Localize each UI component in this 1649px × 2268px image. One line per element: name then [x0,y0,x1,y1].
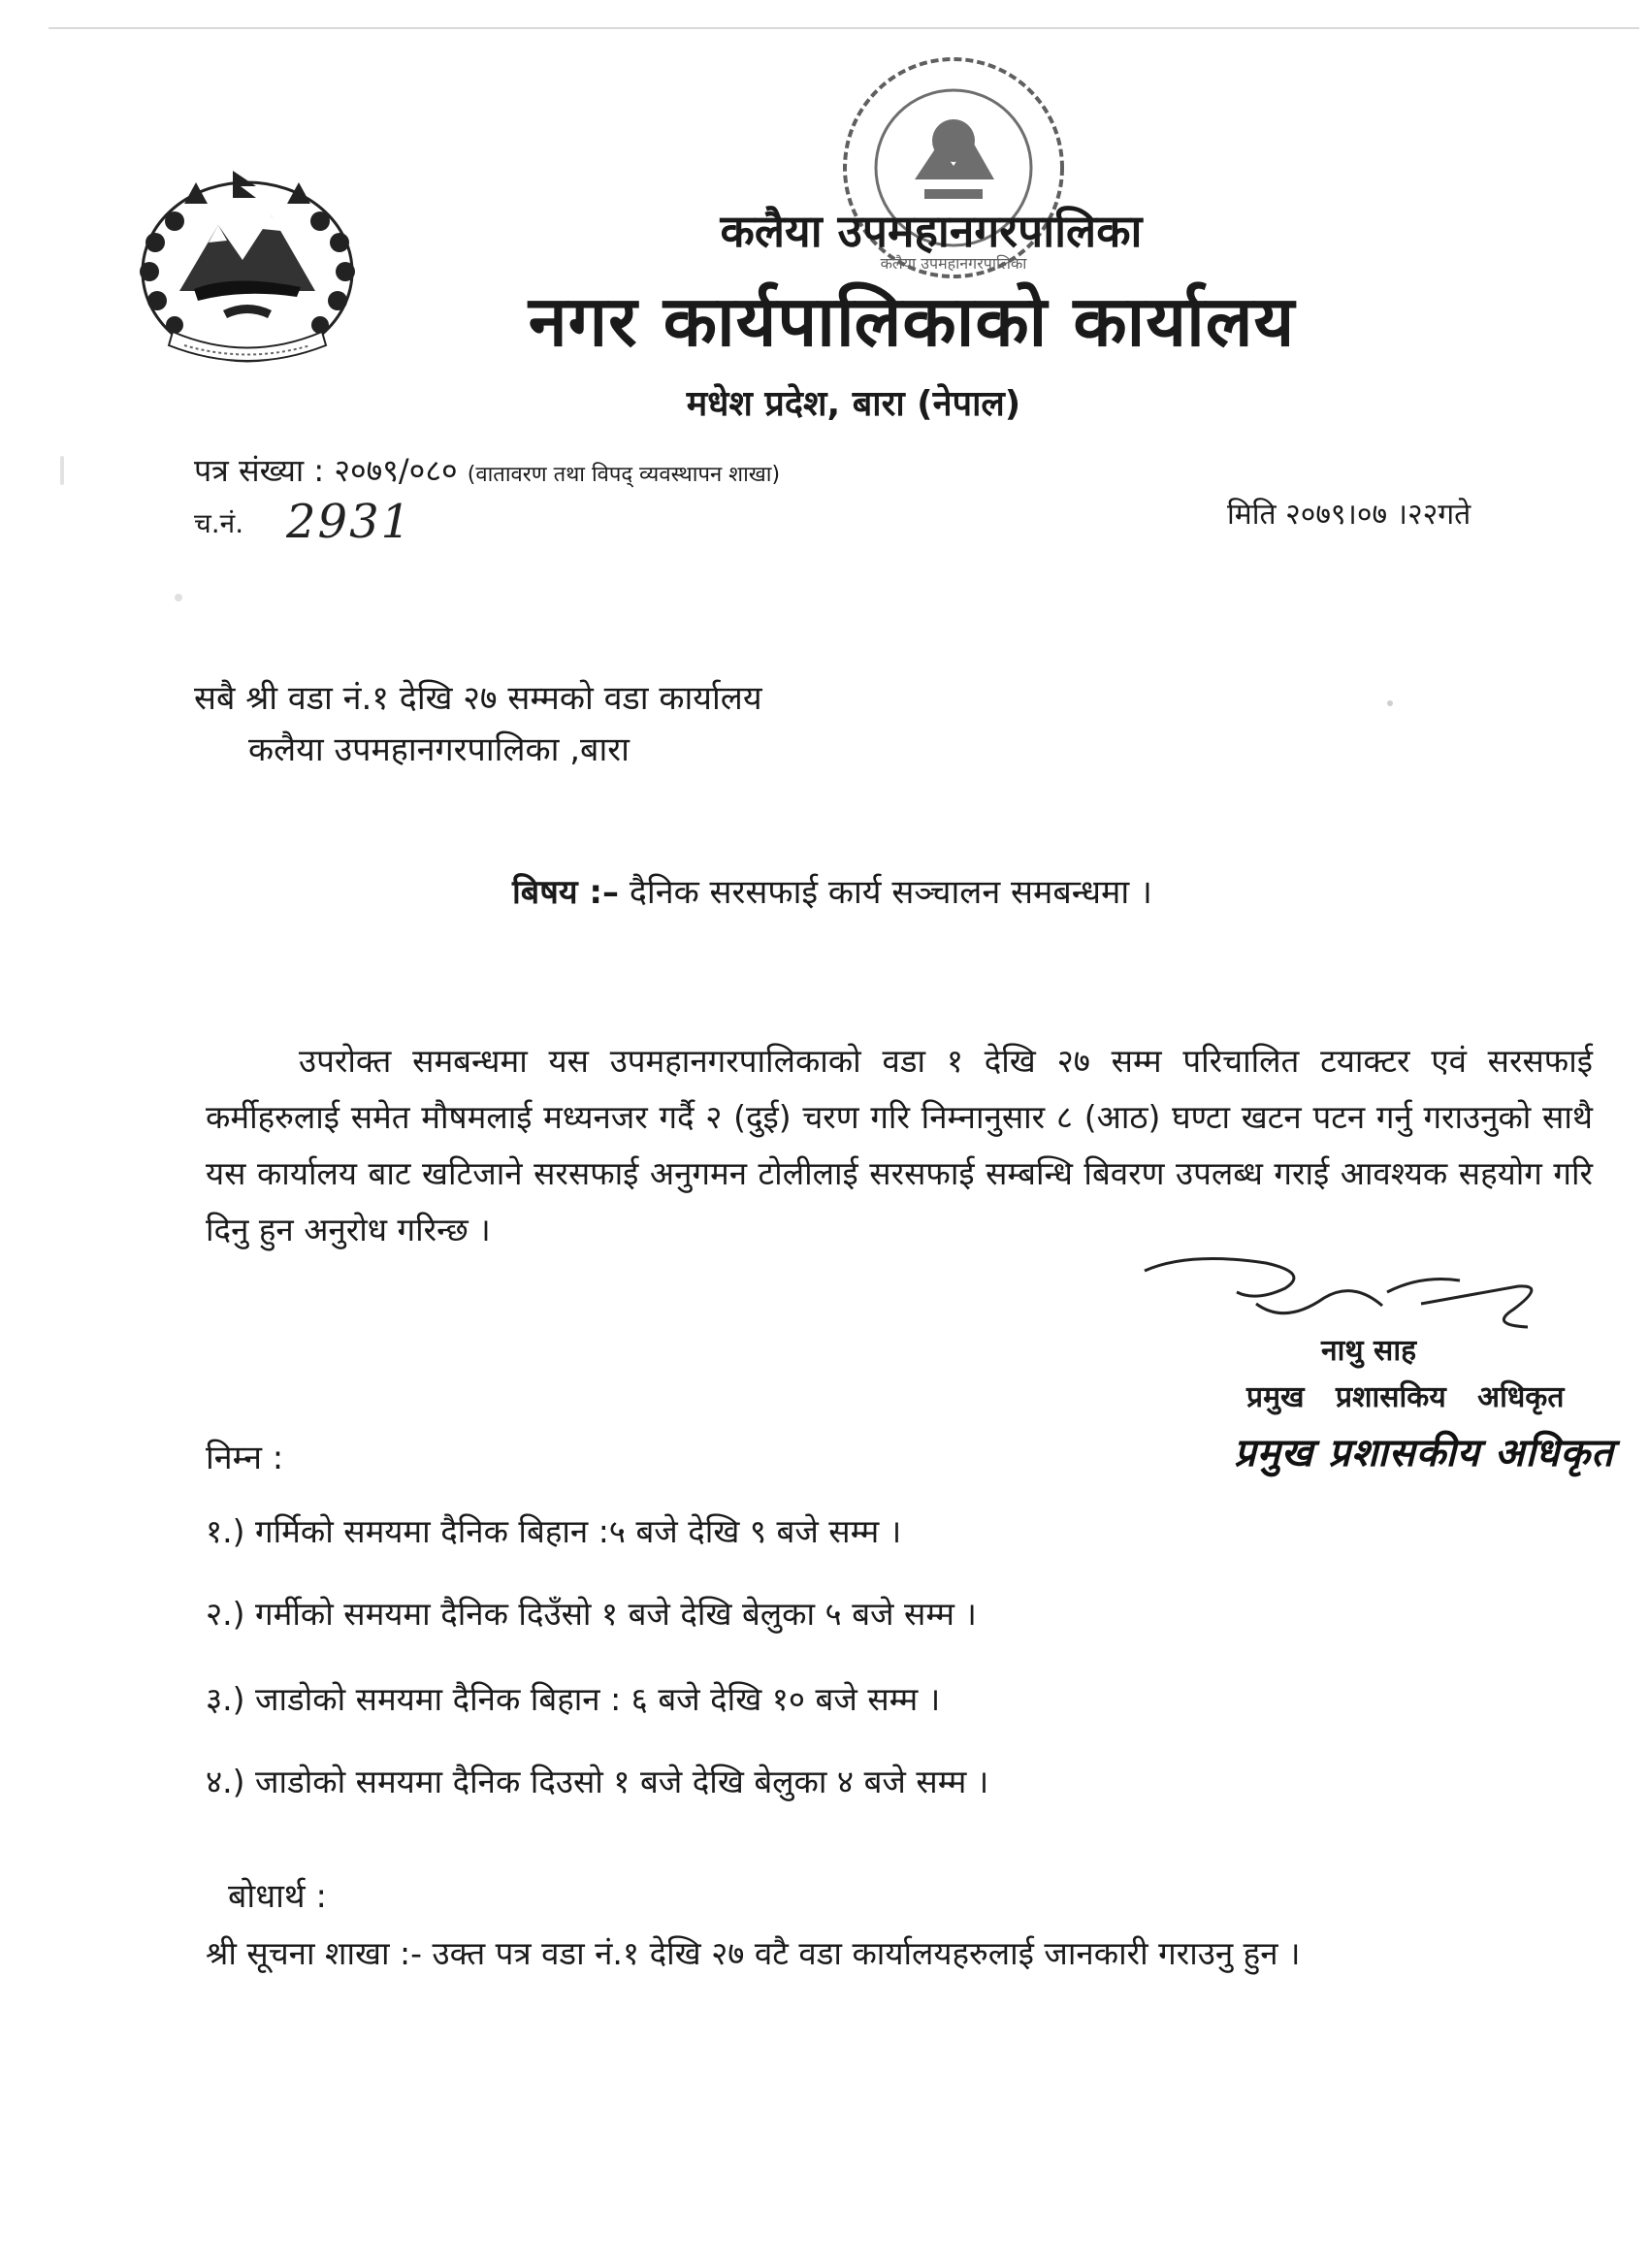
addressee-line-1: सबै श्री वडा नं.१ देखि २७ सम्मको वडा कार्यालय [194,679,762,718]
branch-name: (वातावरण तथा विपद् व्यवस्थापन शाखा) [467,463,781,487]
schedule-item: २.) गर्मीको समयमा दैनिक दिउँसो १ बजे देखि बेलुका ५ बजे सम्म । [206,1595,977,1633]
subject-label: बिषय :– [512,873,620,912]
seal-stamp-text: कलैया उपमहानगरपालिका [880,254,1027,273]
letter-body [206,1033,1593,1258]
letter-number-label: पत्र संख्या : २०७९/०८० [194,452,458,489]
schedule-item: १.) गर्मिको समयमा दैनिक बिहान :५ बजे देखि ९ बजे सम्म । [206,1512,902,1550]
schedule-item: ४.) जाडोको समयमा दैनिक दिउसो १ बजे देखि बेलुका ४ बजे सम्म । [206,1763,989,1800]
schedule-item: ३.) जाडोको समयमा दैनिक बिहान : ६ बजे देखि १० बजे सम्म । [206,1680,941,1718]
signatory-title: प्रमुख प्रशासकिय अधिकृत [1246,1380,1565,1414]
signatory-stamp: प्रमुख प्रशासकीय अधिकृत [1234,1431,1614,1475]
municipality-name: कलैया उपमहानगरपालिका [720,205,1143,257]
letter-number [194,449,780,491]
office-location: मधेश प्रदेश, बारा (नेपाल) [686,384,1021,424]
addressee-line-2: कलैया उपमहानगरपालिका ,बारा [248,730,630,769]
cc-text: श्री सूचना शाखा :- उक्त पत्र वडा नं.१ देखि २७ वटै वडा कार्यालयहरुलाई जानकारी गराउनु हुन । [206,1934,1301,1972]
scan-speck [175,594,182,601]
scan-edge-line [48,27,1639,29]
dispatch-label: च.नं. [194,507,244,539]
signatory-name: नाथु साह [1321,1334,1417,1368]
body-paragraph: उपरोक्त समबन्धमा यस उपमहानगरपालिकाको वडा १ देखि २७ सम्म परिचालित टयाक्टर एवं सरसफाई कर्मीहरुलाई समेत मौषमलाई मध्यनजर गर्दै २ (दुई) चरण गरि निम्नानुसार ८ (आठ) घण्टा खटन पटन गर्नु गराउनुको साथै यस कार्यालय बाट खटिजाने सरसफाई अनुगमन टोलीलाई सरसफाई सम्बन्धि बिवरण उपलब्ध गराई आवश्यक सहयोग गरि दिनु हुन अनुरोध गरिन्छ । [206,1042,1593,1248]
schedule-heading: निम्न : [206,1439,284,1477]
cc-heading: बोधार्थ : [228,1877,327,1916]
scan-speck [1387,700,1393,706]
office-title: नगर कार्यपालिकाको कार्यालय [528,280,1296,362]
subject-line [512,868,1152,913]
scan-mark [60,456,64,485]
dispatch-number-handwritten: 2931 [286,495,413,549]
letter-date: मिति २०७९।०७ ।२२गते [1227,498,1471,532]
subject-text: दैनिक सरसफाई कार्य सञ्चालन समबन्धमा । [629,873,1152,912]
